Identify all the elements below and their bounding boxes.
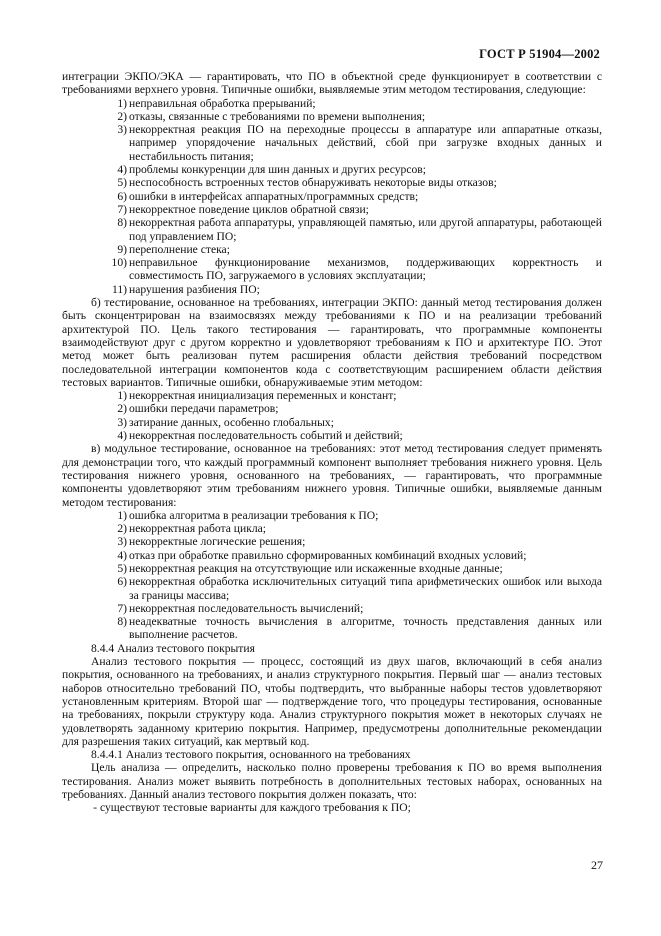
list-item	[62, 283, 602, 296]
page-number: 27	[591, 858, 603, 872]
list-item	[62, 389, 602, 402]
list-item	[62, 416, 602, 429]
list-item	[62, 97, 602, 110]
list-item-text: ошибка алгоритма в реализации требования к ПО;	[129, 508, 379, 522]
list-item-text: некорректная последовательность событий и действий;	[129, 429, 403, 443]
section-8441-heading: 8.4.4.1 Анализ тестового покрытия, основанного на требованиях	[91, 748, 411, 762]
list-item-text: проблемы конкуренции для шин данных и других ресурсов;	[129, 163, 426, 177]
section-c-paragraph: в) модульное тестирование, основанное на требованиях: этот метод тестирования следует применять для демонстрации того, что каждый программный компонент выполняет требования нижнего уровня. Цель тестирования нижнего уровня, основанного на требованиях, — гарантировать, что программные компоненты удовлетворяют этим требованиям нижнего уровня. Типичные ошибки, выявляемые данным методом тестирования:	[62, 442, 602, 509]
list-item	[62, 509, 602, 522]
list-item-number: 1)	[117, 96, 127, 110]
list-item-text: переполнение стека;	[129, 242, 230, 256]
list-item	[62, 522, 602, 535]
list-item-text: некорректная инициализация переменных и констант;	[129, 389, 397, 403]
list-item	[62, 190, 602, 203]
list-item-text: некорректная обработка исключительных ситуаций типа арифметических ошибок или выхода за границы массива;	[129, 575, 602, 602]
list-item-number: 4)	[117, 429, 127, 443]
intro-error-list	[62, 97, 602, 296]
list-item-number: 7)	[117, 202, 127, 216]
list-item-marker: -	[93, 801, 97, 815]
list-item-number: 3)	[117, 123, 127, 137]
list-item	[62, 163, 602, 176]
list-item-text: некорректное поведение циклов обратной связи;	[129, 202, 369, 216]
list-item	[62, 562, 602, 575]
list-item-number: 5)	[117, 176, 127, 190]
list-item	[62, 176, 602, 189]
list-item-number: 2)	[117, 522, 127, 536]
section-844-paragraph: Анализ тестового покрытия — процесс, состоящий из двух шагов, включающий в себя анализ покрытия, основанного на требованиях, и анализ структурного покрытия. Первый шаг — анализ тестовых наборов относительно требований ПО, чтобы подтвердить, что выбранные наборы тестов удовлетворяют установленным критериям. Второй шаг — подтверждение того, что процедуры тестирования, основанные на требованиях, покрыли структуру кода. Анализ структурного покрытия может в некоторых случаях не удовлетворять заданному критерию покрытия. Например, предусмотрены дополнительные рекомендации для разрешения таких ситуаций, как мертвый код.	[62, 655, 602, 748]
list-item	[62, 615, 602, 642]
list-item-number: 8)	[117, 615, 127, 629]
section-8441-paragraph: Цель анализа — определить, насколько полно проверены требования к ПО во время выполнения тестирования. Анализ может выявить потребность в дополнительных тестовых наборах, основанных на требованиях. Данный анализ тестового покрытия должен показать, что:	[62, 761, 602, 802]
list-item-number: 9)	[117, 242, 127, 256]
section-b-error-list	[62, 389, 602, 442]
list-item-text: некорректная работа аппаратуры, управляющей памятью, или другой аппаратуры, работающей под управлением ПО;	[129, 216, 602, 243]
list-item-number: 4)	[117, 163, 127, 177]
list-item-number: 3)	[117, 535, 127, 549]
list-item-text: отказ при обработке правильно сформированных комбинаций входных условий;	[129, 548, 527, 562]
list-item	[62, 575, 602, 602]
list-item	[62, 110, 602, 123]
list-item-number: 6)	[117, 189, 127, 203]
list-item-text: некорректная реакция на отсутствующие или искаженные входные данные;	[129, 561, 503, 575]
list-item	[62, 801, 602, 814]
list-item-number: 1)	[117, 508, 127, 522]
list-item-number: 8)	[117, 216, 127, 230]
list-item-text: существуют тестовые варианты для каждого требования к ПО;	[100, 801, 411, 815]
list-item-number: 11)	[111, 282, 127, 296]
list-item-number: 1)	[117, 389, 127, 403]
list-item-number: 2)	[117, 402, 127, 416]
list-item-text: неправильная обработка прерываний;	[129, 96, 316, 110]
list-item	[62, 216, 602, 243]
list-item-text: некорректная реакция ПО на переходные процессы в аппаратуре или аппаратные отказы, например упорядочение начальных действий, сбой при загрузке входных данных и нестабильность питания;	[129, 123, 602, 163]
list-item	[62, 256, 602, 283]
list-item-number: 5)	[117, 561, 127, 575]
list-item-text: неспособность встроенных тестов обнаруживать некоторые виды отказов;	[129, 176, 497, 190]
list-item	[62, 243, 602, 256]
list-item-number: 7)	[117, 601, 127, 615]
list-item-text: затирание данных, особенно глобальных;	[129, 415, 334, 429]
list-item	[62, 549, 602, 562]
list-item-text: неадекватные точность вычисления в алгоритме, точность представления данных или выполнение расчетов.	[129, 615, 602, 642]
intro-paragraph: интеграции ЭКПО/ЭКА — гарантировать, что ПО в объектной среде функционирует в соответствии с требованиями верхнего уровня. Типичные ошибки, выявляемые этим методом тестирования, следующие:	[62, 70, 602, 97]
list-item-number: 3)	[117, 415, 127, 429]
list-item-text: отказы, связанные с требованиями по времени выполнения;	[129, 109, 426, 123]
section-c-error-list	[62, 509, 602, 642]
list-item	[62, 402, 602, 415]
list-item-number: 4)	[117, 548, 127, 562]
list-item-text: нарушения разбиения ПО;	[129, 282, 260, 296]
section-b-paragraph: б) тестирование, основанное на требованиях, интеграции ЭКПО: данный метод тестирования должен быть сконцентрирован на взаимосвязях между требованиями к ПО и на реализации требований архитектурой ПО. Цель такого тестирования — гарантировать, что программные компоненты взаимодействуют друг с другом корректно и удовлетворяют требованиям к ПО и архитектуре ПО. Этот метод может быть реализован путем расширения области действия требований посредством последовательной интеграции компонентов кода с соответствующим расширением области действия тестовых вариантов. Типичные ошибки, обнаруживаемые этим методом:	[62, 296, 602, 389]
list-item-text: ошибки в интерфейсах аппаратных/программных средств;	[129, 189, 419, 203]
list-item	[62, 535, 602, 548]
list-item-number: 6)	[117, 575, 127, 589]
list-item-text: некорректная работа цикла;	[129, 522, 266, 536]
list-item	[62, 602, 602, 615]
list-item-number: 10)	[111, 256, 127, 270]
page-content	[62, 70, 602, 815]
list-item-text: некорректные логические решения;	[129, 535, 306, 549]
standard-header: ГОСТ Р 51904—2002	[479, 47, 600, 61]
list-item	[62, 429, 602, 442]
list-item-text: неправильное функционирование механизмов, поддерживающих корректность и совместимость ПО, загружаемого в условиях эксплуатации;	[129, 256, 602, 283]
list-item	[62, 123, 602, 163]
list-item	[62, 203, 602, 216]
list-item-text: некорректная последовательность вычислений;	[129, 601, 364, 615]
section-844-heading: 8.4.4 Анализ тестового покрытия	[91, 641, 255, 655]
list-item-text: ошибки передачи параметров;	[129, 402, 279, 416]
list-item-number: 2)	[117, 109, 127, 123]
